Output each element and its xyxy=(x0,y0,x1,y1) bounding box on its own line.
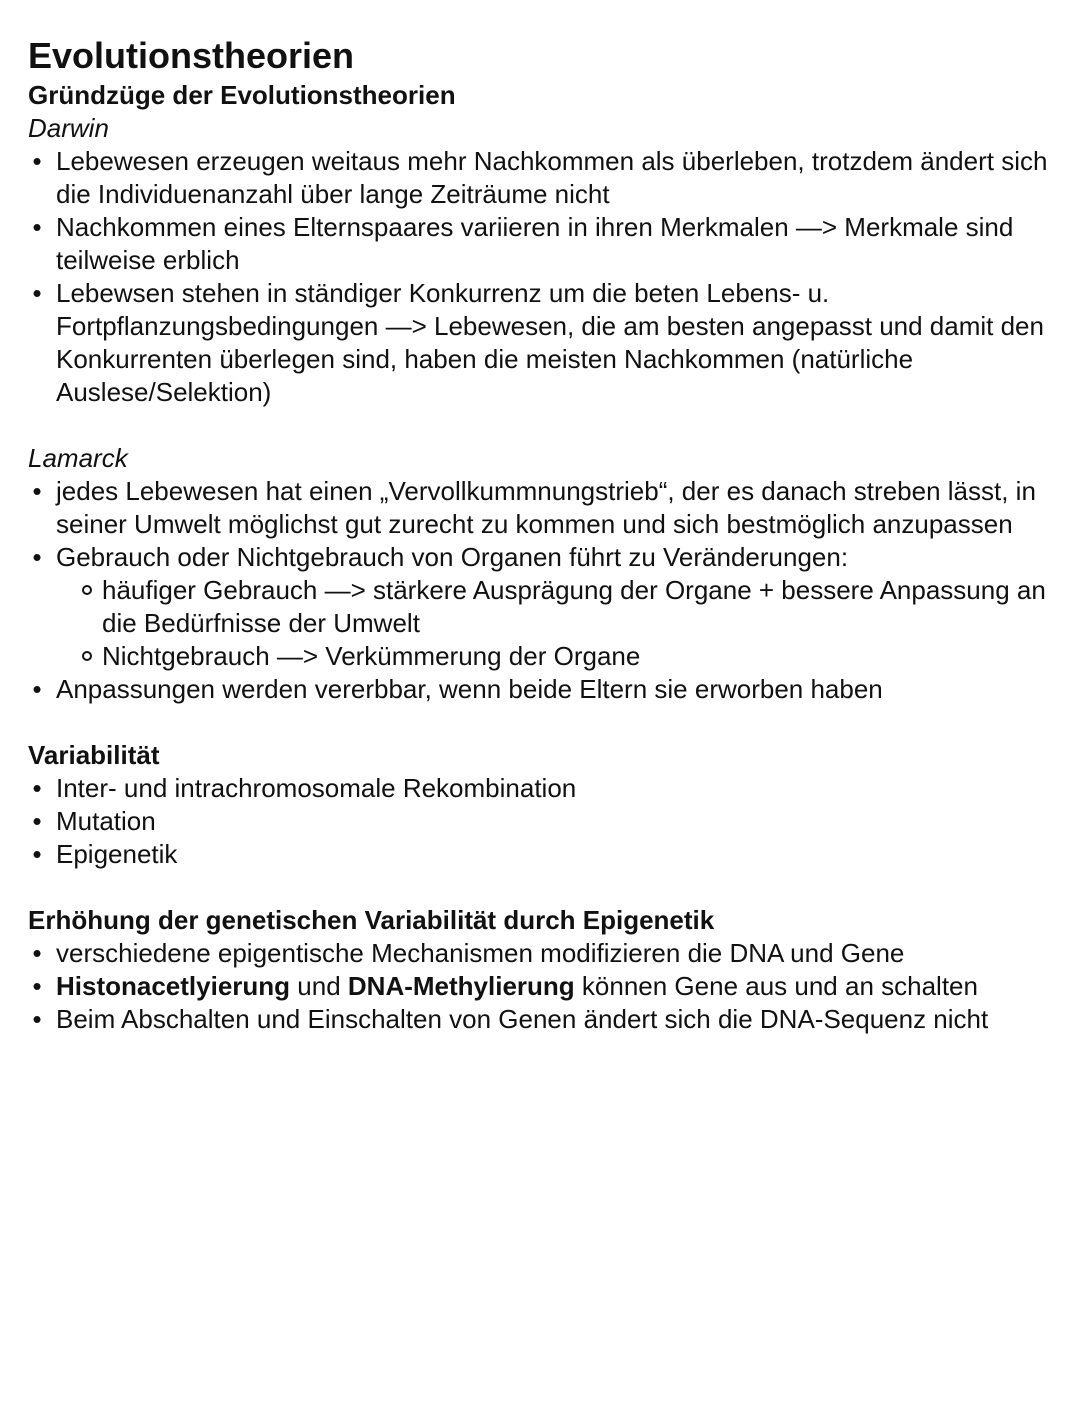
section-darwin xyxy=(28,112,1060,409)
sub-list-item xyxy=(56,574,1060,640)
list-item xyxy=(28,970,1060,1003)
page-title: Evolutionstheorien xyxy=(28,35,355,76)
lamarck-list xyxy=(28,475,1060,706)
section-lamarck xyxy=(28,442,1060,706)
bullet-icon: • xyxy=(32,971,42,1001)
page-subtitle: Gründzüge der Evolutionstheorien xyxy=(28,80,456,110)
list-item-text: Lebewsen stehen in ständiger Konkurrenz um die beten Lebens- u. Fortpflanzungsbedingungen —> Lebewesen, die am besten angepasst und damit den Konkurrenten überlegen sind, haben die meisten Nachkommen (natürliche Auslese/Selektion) xyxy=(56,278,1044,407)
list-item-text: verschiedene epigentische Mechanismen modifizieren die DNA und Gene xyxy=(56,938,905,968)
list-item-text: und xyxy=(290,971,348,1001)
list-item xyxy=(28,475,1060,541)
list-item xyxy=(28,541,1060,673)
lamarck-heading: Lamarck xyxy=(28,443,128,473)
list-item xyxy=(28,1003,1060,1036)
list-item-text: Gebrauch oder Nichtgebrauch von Organen führt zu Veränderungen: xyxy=(56,542,849,572)
sub-list-item-text: Nichtgebrauch —> Verkümmerung der Organe xyxy=(102,641,641,671)
variabilitaet-heading: Variabilität xyxy=(28,740,160,770)
list-item xyxy=(28,937,1060,970)
spacer xyxy=(28,871,1060,904)
list-item-text: Anpassungen werden vererbbar, wenn beide Eltern sie erworben haben xyxy=(56,674,883,704)
list-item xyxy=(28,838,1060,871)
bullet-icon: • xyxy=(32,773,42,803)
list-item xyxy=(28,211,1060,277)
list-item-text: Beim Abschalten und Einschalten von Genen ändert sich die DNA-Sequenz nicht xyxy=(56,1004,989,1034)
bullet-icon: • xyxy=(32,542,42,572)
sub-list-item xyxy=(56,640,1060,673)
bullet-icon: • xyxy=(32,212,42,242)
list-item-text: Epigenetik xyxy=(56,839,178,869)
section-epigenetik xyxy=(28,904,1060,1036)
list-item xyxy=(28,673,1060,706)
spacer xyxy=(28,706,1060,739)
circle-bullet-icon xyxy=(82,585,92,595)
bullet-icon: • xyxy=(32,674,42,704)
list-item xyxy=(28,277,1060,409)
list-item-text: Inter- und intrachromosomale Rekombination xyxy=(56,773,577,803)
bullet-icon: • xyxy=(32,146,42,176)
list-item xyxy=(28,145,1060,211)
term-histonacetylierung: Histonacetlyierung xyxy=(56,971,291,1001)
list-item-text: können Gene aus und an schalten xyxy=(574,971,978,1001)
darwin-list xyxy=(28,145,1060,409)
darwin-heading: Darwin xyxy=(28,113,109,143)
circle-bullet-icon xyxy=(82,651,92,661)
lamarck-sublist xyxy=(56,574,1060,673)
epigenetik-heading: Erhöhung der genetischen Variabilität durch Epigenetik xyxy=(28,905,715,935)
variabilitaet-list xyxy=(28,772,1060,871)
term-dna-methylierung: DNA-Methylierung xyxy=(347,971,575,1001)
spacer xyxy=(28,409,1060,442)
bullet-icon: • xyxy=(32,476,42,506)
section-variabilitaet xyxy=(28,739,1060,871)
sub-list-item-text: häufiger Gebrauch —> stärkere Ausprägung der Organe + bessere Anpassung an die Bedürfnisse der Umwelt xyxy=(102,575,1046,638)
bullet-icon: • xyxy=(32,278,42,308)
bullet-icon: • xyxy=(32,806,42,836)
list-item xyxy=(28,805,1060,838)
list-item xyxy=(28,772,1060,805)
bullet-icon: • xyxy=(32,839,42,869)
list-item-text: Nachkommen eines Elternspaares variieren in ihren Merkmalen —> Merkmale sind teilweise erblich xyxy=(56,212,1014,275)
bullet-icon: • xyxy=(32,938,42,968)
list-item-text: jedes Lebewesen hat einen „Vervollkummnungstrieb“, der es danach streben lässt, in seiner Umwelt möglichst gut zurecht zu kommen und sich bestmöglich anzupassen xyxy=(56,476,1036,539)
list-item-text: Mutation xyxy=(56,806,156,836)
bullet-icon: • xyxy=(32,1004,42,1034)
epigenetik-list xyxy=(28,937,1060,1036)
list-item-text: Lebewesen erzeugen weitaus mehr Nachkommen als überleben, trotzdem ändert sich die Individuenanzahl über lange Zeiträume nicht xyxy=(56,146,1048,209)
